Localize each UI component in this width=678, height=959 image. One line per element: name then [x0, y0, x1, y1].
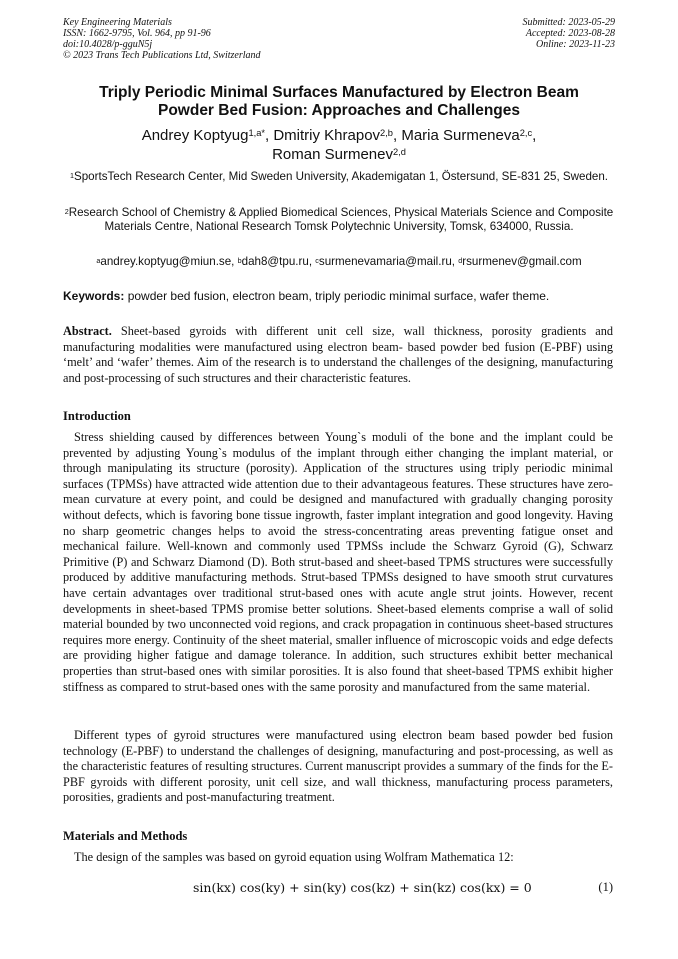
introduction-paragraph-2: Different types of gyroid structures were manufactured using electron beam based powder bed fusion technology (E-PBF) to understand the challenges of designing, manufacturing and post-processing, as well as the characteristic features of resulting structures. Current manuscript provides a summary of the finds for the E-PBF gyroids with different porosity, unit cell size, and wall thickness, manufacturing process parameters, porosities, gradients and post-manufacturing treatment. [63, 728, 613, 805]
email-link[interactable]: rsurmenev@gmail.com [462, 255, 582, 268]
keywords [63, 289, 615, 304]
section-heading-methods: Materials and Methods [63, 829, 188, 843]
email-link[interactable]: andrey.koptyug@miun.se, [100, 255, 235, 268]
gyroid-equation: sin(kx) cos(ky) + sin(ky) cos(kz) + sin(kz) cos(kx) = 0 [193, 880, 532, 895]
equation-1 [63, 880, 615, 898]
affiliation-2 [63, 206, 615, 234]
email-link[interactable]: surmenevamaria@mail.ru, [318, 255, 456, 268]
email-mark: b [237, 255, 242, 265]
methods-paragraph-1: The design of the samples was based on gyroid equation using Wolfram Mathematica 12: [74, 850, 514, 864]
submission-dates [523, 17, 616, 50]
journal-copyright: © 2023 Trans Tech Publications Ltd, Switzerland [63, 50, 261, 61]
email-link[interactable]: dah8@tpu.ru, [241, 255, 313, 268]
email-mark: a [96, 255, 101, 265]
date-accepted: Accepted: 2023-08-28 [525, 28, 615, 39]
keywords-label: Keywords: [63, 289, 125, 303]
journal-name: Key Engineering Materials [63, 17, 172, 28]
author-affiliation-mark: 2,c [519, 128, 533, 139]
author-affiliation-mark: 2,b [380, 128, 393, 139]
affiliation-text: Research School of Chemistry & Applied Biomedical Sciences, Physical Materials Science and Composite Materials Centre, National Research Tomsk Polytechnic University, Tomsk, 634000, Russia. [68, 206, 614, 233]
abstract-label: Abstract. [63, 324, 112, 338]
title-line-1: Triply Periodic Minimal Surfaces Manufactured by Electron Beam [99, 84, 579, 101]
journal-info [63, 17, 261, 61]
author-list: Andrey Koptyug$^{1,a*}$, Dmitriy Khrapov$^{2,b}$, Maria Surmeneva$^{2,c}$, Roman Surmenev$^{2,d}$ [141, 127, 537, 163]
author-emails [63, 255, 615, 269]
affiliation-mark: 1 [69, 170, 74, 180]
email-mark: c [315, 255, 319, 265]
introduction-paragraph-1: Stress shielding caused by differences between Young`s moduli of the bone and the implant could be prevented by adjusting Young`s modulus of the implant through either changing the implant material, or through manipulating its structure (porosity). Application of the structures using triply periodic minimal surfaces (TPMSs) have attracted wide attention due to their advantageous features. These structures have zero-mean curvature at every point, and could be designed and manufactured with gradually changing porosity without defects, which is favoring bone tissue ingrowth, faster implant integration and good longevity. Having no sharp geometric changes helps to avoid the stress-concentrating areas preventing fatigue onset and mechanical failure. Well-known and commonly used TPMSs include the Schwarz Gyroid (G), Schwarz Primitive (P) and Schwarz Diamond (D). Both strut-based and sheet-based TPMS structures were successfully produced by additive manufacturing methods. Strut-based TPMSs designed to have smooth strut curvatures have certain advantages over traditional strut-based ones with acute angle strut joints. However, recent developments in sheet-based TPMS promise better solutions. Sheet-based elements comprise a wall of solid material bounded by two unconnected void regions, and crack propagation in continuous sheet-based structures requires more energy. Continuity of the sheet material, smaller influence of microscopic voids and edge defects are providing higher fatigue and damage tolerance. In addition, such structures exhibit better mechanical properties than strut-based ones with similar porosities. It is also found that sheet-based TPMS exhibit higher stiffness as compared to strut-based ones with the same porosity and manufactured from the same material. [63, 430, 613, 694]
date-online: Online: 2023-11-23 [536, 39, 615, 50]
keywords-text: powder bed fusion, electron beam, triply periodic minimal surface, wafer theme. [127, 289, 550, 303]
journal-issn: ISSN: 1662-9795, Vol. 964, pp 91-96 [63, 28, 211, 39]
abstract [63, 324, 613, 386]
abstract-text: Sheet-based gyroids with different unit cell size, wall thickness, porosity gradients and manufacturing modalities were manufactured using electron beam- based powder bed fusion (E-PBF) using ‘melt’ and ‘wafer’ themes. Aim of the research is to understand the challenges of the designing, manufacturing and post-processing of such structures and their characteristic features. [63, 324, 613, 385]
author-name: Dmitriy Khrapov [273, 127, 381, 144]
section-heading-introduction: Introduction [63, 409, 131, 423]
affiliation-text: SportsTech Research Center, Mid Sweden University, Akademigatan 1, Östersund, SE-831 25, Sweden. [73, 170, 609, 183]
author-name: Andrey Koptyug [141, 127, 249, 144]
author-name: Maria Surmeneva [401, 127, 520, 144]
equation-number: (1) [598, 880, 613, 894]
affiliation-mark: 2 [64, 206, 69, 216]
author-name: Roman Surmenev [272, 146, 393, 163]
email-mark: d [458, 255, 463, 265]
date-submitted: Submitted: 2023-05-29 [522, 17, 615, 28]
title-line-2: Powder Bed Fusion: Approaches and Challenges [157, 102, 520, 119]
author-affiliation-mark: 1,a* [248, 128, 265, 139]
affiliation-1 [63, 170, 615, 184]
author-affiliation-mark: 2,d [392, 147, 406, 158]
journal-doi: doi:10.4028/p-gguN5j [63, 39, 153, 50]
paper-title [63, 84, 615, 120]
